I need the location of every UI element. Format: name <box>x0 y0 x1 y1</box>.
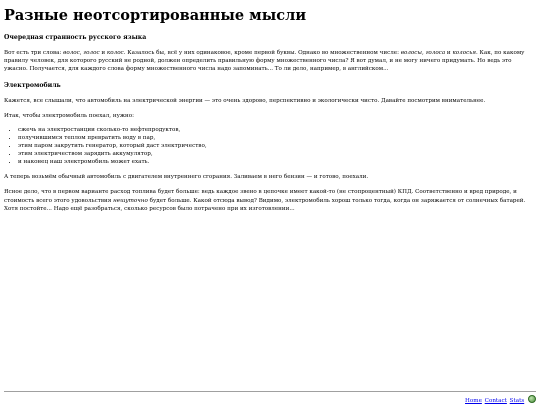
word-kolosya: колосья <box>452 49 476 56</box>
word-kolos: колос <box>106 49 124 56</box>
word-golos: голос <box>83 49 100 56</box>
list-item: • сжечь на электростанции сколько-то нефтепродуктов, <box>18 127 536 135</box>
emphasis: нешуточно <box>113 197 148 204</box>
list-item: • этим электричеством зарядить аккумулятор, <box>18 151 536 159</box>
paragraph-ice: А теперь возьмём обычный автомобиль с двигателем внутреннего сгорания. Заливаем в него бензин — и готово, поехали. <box>4 174 369 181</box>
footer <box>4 391 536 404</box>
text: будет больше. Какой отсюда вывод? Видимо, электромобиль хорош только тогда, когда он заряжается от солнечных батарей. Хотя постойте... Надо ещё разобраться, сколько ресурсов было потрачено при их изготовлении... <box>4 197 526 212</box>
steps-list <box>4 127 536 166</box>
paragraph-intro: Кажется, все слышали, что автомобиль на электрической энергии — это очень здорово, перспективно и экологически чисто. Давайте посмотрим внимательнее. <box>4 98 486 104</box>
status-icon <box>528 395 536 403</box>
text: . Как, по какому правилу человек, для которого русский не родной, должен определить правильную форму множественного числа? Я вот думал, и не могу ничего придумать. Но ведь это ужасно. Получается, для каждого слова форму множественного числа надо запоминать... То ли дело, например, в английском... <box>4 49 525 72</box>
text: Вот есть три слова: <box>4 49 64 56</box>
list-item: • этим паром закрутить генератор, который даст электричество, <box>18 143 536 151</box>
section-heading-russian: Очередная странность русского языка <box>4 33 147 41</box>
paragraph-russian <box>4 49 536 73</box>
word-volosy: волосы <box>400 49 422 56</box>
paragraph-conclusion <box>4 188 536 212</box>
list-item: • и наконец наш электромобиль может ехать. <box>18 159 536 167</box>
text: , <box>79 49 84 56</box>
text: и <box>99 49 107 56</box>
word-volos: волос <box>63 49 80 56</box>
paragraph-list-intro: Итак, чтобы электромобиль поехал, нужно: <box>4 113 134 120</box>
section-heading-electromobile: Электромобиль <box>4 82 61 89</box>
contact-link[interactable]: Contact <box>484 398 507 404</box>
home-link[interactable]: Home <box>465 398 482 404</box>
list-item: • получившимся теплом превратить воду в пар, <box>18 135 536 143</box>
stats-link[interactable]: Stats <box>509 398 525 404</box>
word-golosa: голоса <box>425 49 446 56</box>
text: и <box>445 49 453 56</box>
text: , <box>422 49 426 56</box>
text: . Казалось бы, всё у них одинаковое, кроме первой буквы. Однако во множественном числе: <box>123 49 401 56</box>
page-title: Разные неотсортированные мысли <box>4 7 307 24</box>
text: Ясное дело, что в первом варианте расход топлива будет больше: ведь каждое звено в цепочке имеет какой-то (не стопроцентный) КПД. Соответственно и вред природе, и стоимость всего этого удовольствия <box>4 189 517 204</box>
